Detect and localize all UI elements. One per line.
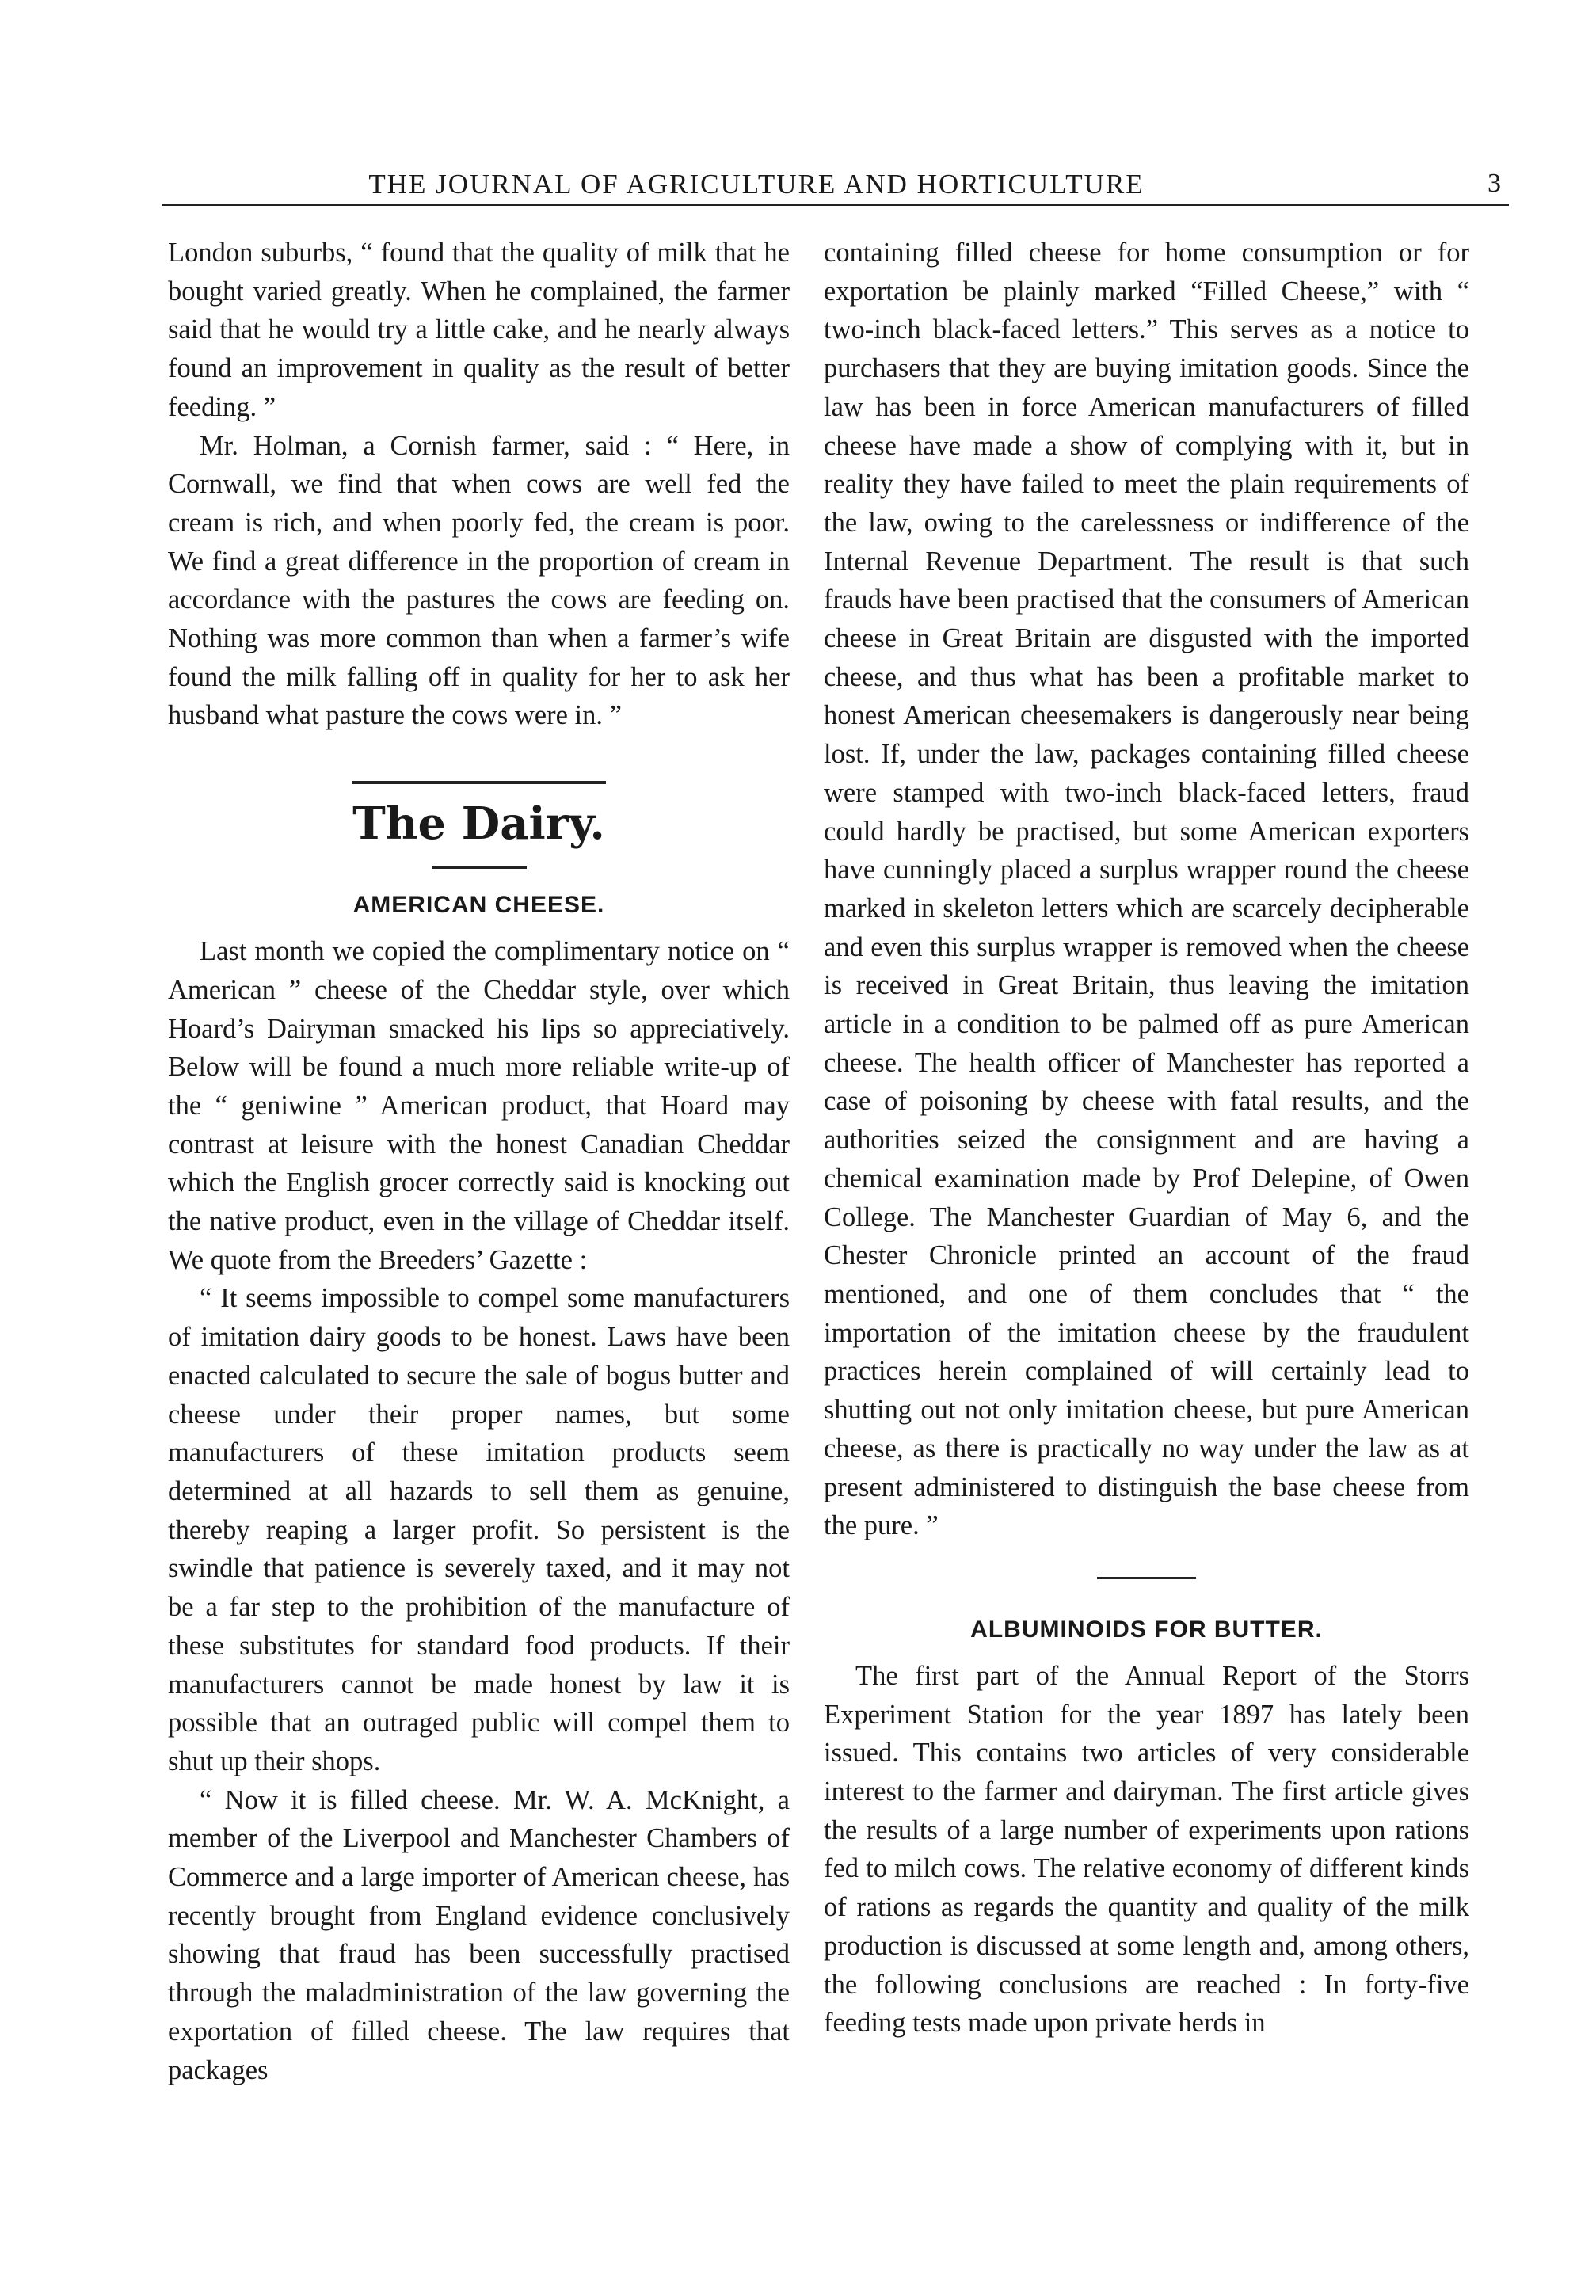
section-divider bbox=[352, 781, 606, 784]
right-column bbox=[824, 234, 1469, 2043]
paragraph: containing filled cheese for home consumption or for exportation be plainly marked “Filled Cheese,” with “ two-inch black-faced letters.” This serves as a notice to purchasers that they are buying imitation goods. Since the law has been in force American manufacturers of filled cheese have made a show of complying with it, but in reality they have failed to meet the plain requirements of the law, owing to the carelessness or indifference of the Internal Revenue Department. The result is that such frauds have been practised that the consumers of American cheese in Great Britain are disgusted with the imported cheese, and thus what has been a profitable market to honest American cheesemakers is dangerously near being lost. If, under the law, packages containing filled cheese were stamped with two-inch black-faced letters, fraud could hardly be practised, but some American exporters have cunningly placed a surplus wrapper round the cheese marked in skeleton letters which are scarcely decipherable and even this surplus wrapper is removed when the cheese is received in Great Britain, thus leaving the imitation article in a condition to be palmed off as pure American cheese. The health officer of Manchester has reported a case of poisoning by cheese with fatal results, and the authorities seized the consignment and are having a chemical examination made by Prof Delepine, of Owen College. The Manchester Guardian of May 6, and the Chester Chronicle printed an account of the fraud mentioned, and one of them concludes that “ the importation of the imitation cheese by the fraudulent practices herein complained of will certainly lead to shutting out not only imitation cheese, but pure American cheese, as there is practically no way under the law as at present administered to distinguish the base cheese from the pure. ” bbox=[824, 238, 1469, 1541]
running-header: THE JOURNAL OF AGRICULTURE AND HORTICULTURE bbox=[368, 169, 1145, 200]
article-heading: AMERICAN CHEESE. bbox=[352, 892, 605, 919]
section-divider bbox=[1097, 1577, 1196, 1579]
department-title: The Dairy. bbox=[352, 798, 605, 851]
paragraph: Mr. Holman, a Cornish farmer, said : “ Here, in Cornwall, we find that when cows are well fed the cream is rich, and when poorly fed, the cream is poor. We find a great difference in the proportion of cream in accordance with the pastures the cows are feeding on. Nothing was more common than when a farmer’s wife found the milk falling off in quality for her to ask her husband what pasture the cows were in. ” bbox=[168, 430, 790, 731]
header-rule bbox=[162, 204, 1509, 206]
left-column bbox=[168, 234, 790, 2089]
paragraph: London suburbs, “ found that the quality of milk that he bought varied greatly. When he complained, the farmer said that he would try a little cake, and he nearly always found an improvement in quality as the result of better feeding. ” bbox=[168, 238, 790, 422]
paragraph: “ Now it is filled cheese. Mr. W. A. McKnight, a member of the Liverpool and Manchester Chambers of Commerce and a large importer of American cheese, has recently brought from England evidence conclusively showing that fraud has been successfully practised through the maladministration of the law governing the exportation of filled cheese. The law requires that packages bbox=[168, 1784, 790, 2085]
paragraph: The first part of the Annual Report of the Storrs Experiment Station for the year 1897 has lately been issued. This contains two articles of very considerable interest to the farmer and dairyman. The first article gives the results of a large number of experiments upon rations fed to milch cows. The relative economy of different kinds of rations as regards the quantity and quality of the milk production is discussed at some length and, among others, the following conclusions are reached : In forty-five feeding tests made upon private herds in bbox=[824, 1660, 1469, 2039]
paragraph: “ It seems impossible to compel some manufacturers of imitation dairy goods to be honest. Laws have been enacted calculated to secure the sale of bogus butter and cheese under their proper names, but some manufacturers of these imitation products seem determined at all hazards to sell them as genuine, thereby reaping a larger profit. So persistent is the swindle that patience is severely taxed, and it may not be a far step to the prohibition of the manufacture of these substitutes for standard food products. If their manufacturers cannot be made honest by law it is possible that an outraged public will compel them to shut up their shops. bbox=[168, 1283, 790, 1776]
page-number: 3 bbox=[1487, 169, 1501, 198]
article-heading: ALBUMINOIDS FOR BUTTER. bbox=[970, 1616, 1323, 1643]
title-divider bbox=[432, 866, 527, 869]
paragraph: Last month we copied the complimentary notice on “ American ” cheese of the Cheddar style, over which Hoard’s Dairyman smacked his lips so appreciatively. Below will be found a much more reliable write-up of the “ geniwine ” American product, that Hoard may contrast at leisure with the honest Canadian Cheddar which the English grocer correctly said is knocking out the native product, even in the village of Cheddar itself. We quote from the Breeders’ Gazette : bbox=[168, 936, 790, 1275]
